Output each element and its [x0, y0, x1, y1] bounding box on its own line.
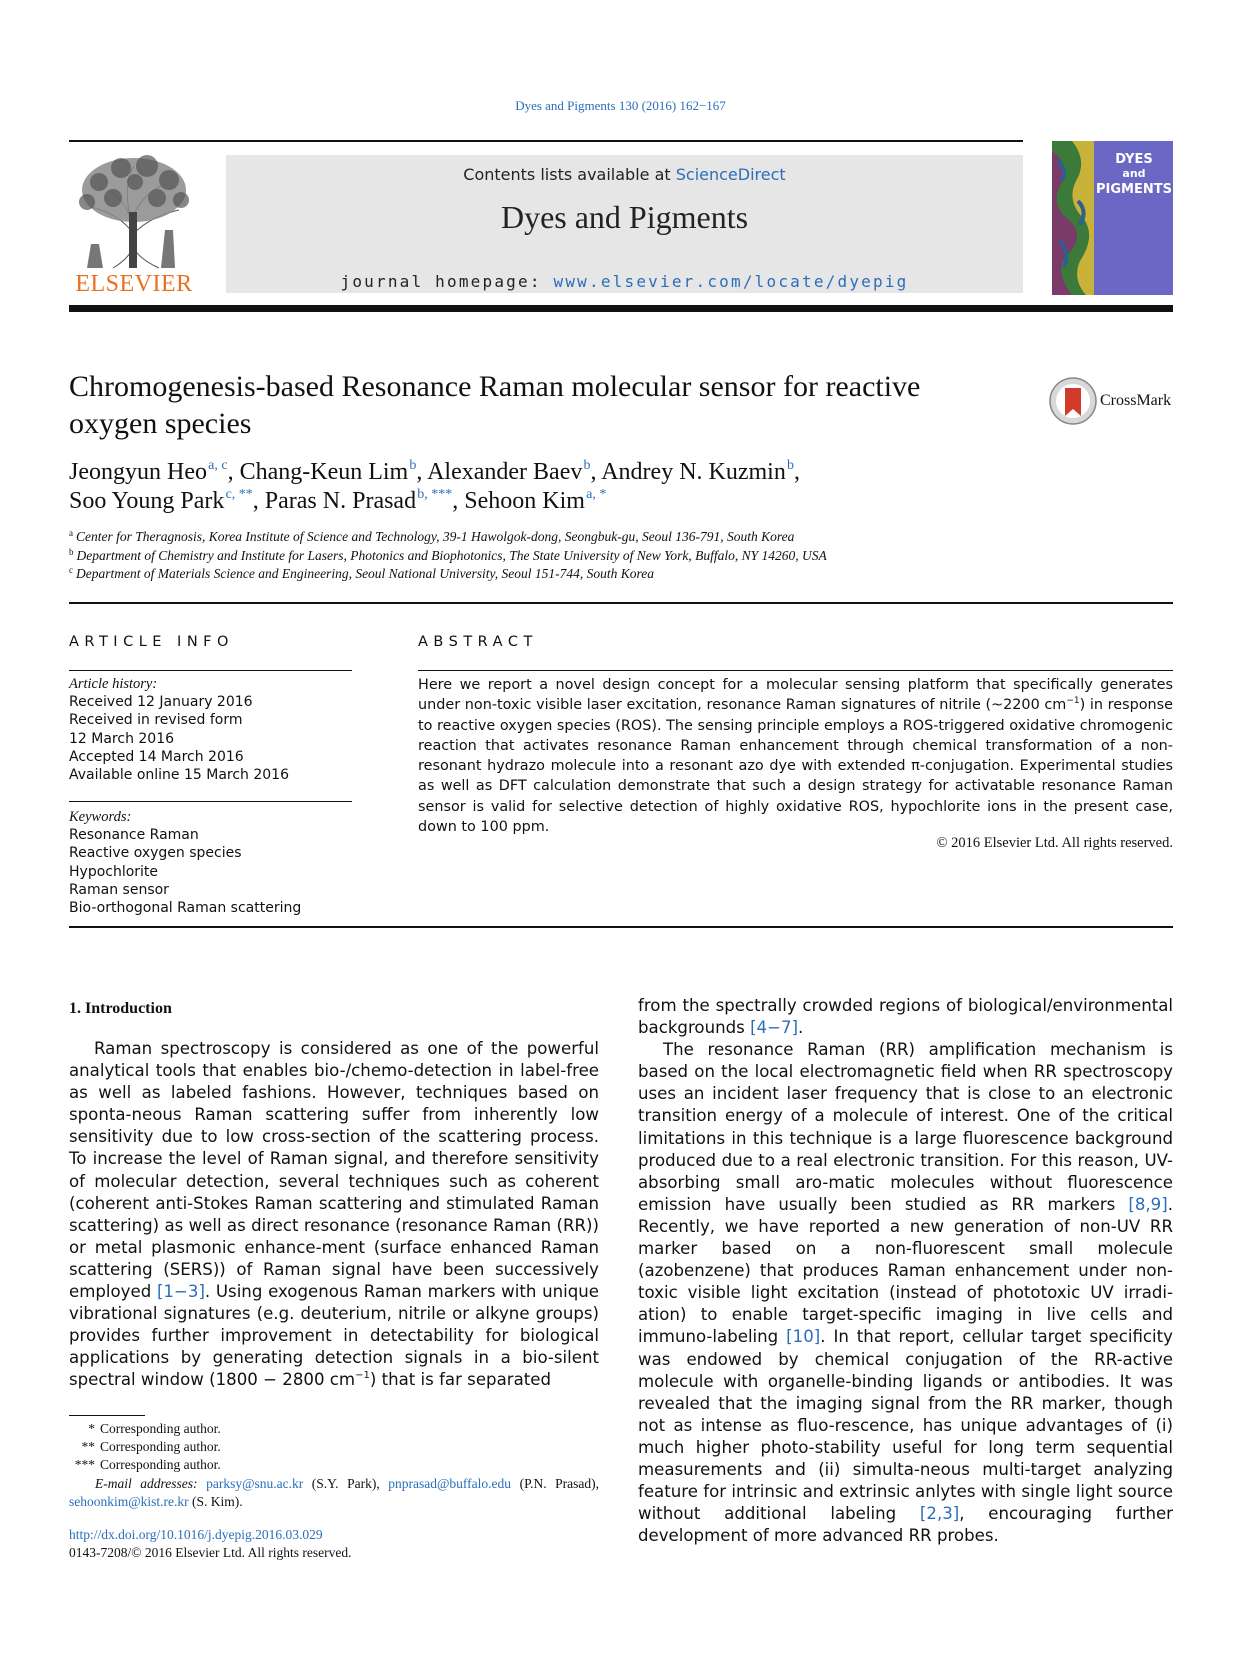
affil-mark-text[interactable]: a, c: [208, 458, 228, 473]
history-label: Article history:: [69, 676, 158, 692]
keywords-label: Keywords:: [69, 809, 132, 825]
header-bottom-rule: [69, 305, 1173, 312]
email-label: E-mail addresses:: [95, 1475, 207, 1491]
text-run: Raman spectroscopy is considered as one of the powerful analytical tools that enables bio-/chemo-detection in label-free as well as labeled fashions. However, techniques based on sponta-neous Raman scattering suffer from inherently low sensitivity due to low cross-section of the scattering process. To increase the level of Raman signal, and therefore sensitivity of molecular detection, several techniques such as coherent (coherent anti-Stokes Raman scattering and stimulated Raman scattering) as well as direct resonance (resonance Raman (RR)) or metal plasmonic enhance-ment (surface enhanced Raman scattering (SERS)) of Raman signal have been successively employed: [69, 1039, 599, 1302]
email-owner: (S.Y. Park),: [303, 1475, 389, 1491]
email-owner: (P.N. Prasad),: [511, 1475, 599, 1491]
text-run: , encouraging further development of more advanced RR probes.: [638, 1504, 1174, 1546]
abstract-copyright: © 2016 Elsevier Ltd. All rights reserved.: [936, 835, 1173, 851]
keywords-rule: [69, 801, 352, 802]
journal-banner: [226, 155, 1023, 293]
history-item: 12 March 2016: [69, 730, 175, 747]
footnote: [69, 1438, 599, 1456]
affil-mark-text[interactable]: b: [787, 458, 795, 473]
section-heading-introduction: 1. Introduction: [69, 1000, 172, 1017]
affil-mark-text[interactable]: c, **: [225, 487, 253, 502]
affil-mark-text[interactable]: b: [409, 458, 417, 473]
cover-title-1: DYES: [1115, 152, 1153, 167]
keyword: Bio-orthogonal Raman scattering: [69, 900, 302, 917]
author-name: Soo Young Park: [69, 488, 225, 514]
journal-homepage-line: [226, 272, 1023, 291]
affiliation-text: Department of Chemistry and Institute for Lasers, Photonics and Biophotonics, The State University of New York, Buffalo, NY 14260, USA: [76, 547, 827, 563]
keyword: Resonance Raman: [69, 827, 199, 844]
footnote-text: Corresponding author.: [100, 1457, 221, 1473]
footnote: [69, 1456, 599, 1474]
footnote-mark: *: [88, 1421, 95, 1436]
keyword: Reactive oxygen species: [69, 845, 242, 862]
sciencedirect-link[interactable]: ScienceDirect: [675, 165, 786, 184]
author-affil-mark[interactable]: [207, 458, 228, 473]
abstract-part: ) in response to reactive oxygen species (ROS). The sensing principle employs a ROS-triggered oxidative chromogenic reaction that activates resonance Raman enhancement through chemical transformation of a non-resonant hydrazo molecule into a resonant azo dye with extended π-conjugation. Experimental studies as well as DFT calculation demonstrate that such a design strategy for activatable resonance Raman sensor is valid for selective detection of highly oxidative ROS, hypochlorite ions in the present case, down to 100 ppm.: [418, 697, 1173, 836]
affiliation: [69, 547, 1169, 566]
paragraph: [638, 995, 1173, 1039]
footnotes: [69, 1420, 599, 1511]
affiliation-list: [69, 528, 1169, 584]
author-sep: ,: [794, 459, 801, 485]
journal-citation[interactable]: Dyes and Pigments 130 (2016) 162−167: [515, 98, 726, 113]
title-line-2: oxygen species: [69, 407, 252, 440]
history-item: Available online 15 March 2016: [69, 767, 289, 784]
email-owner: (S. Kim).: [188, 1493, 243, 1509]
issn-copyright: 0143-7208/© 2016 Elsevier Ltd. All rights reserved.: [69, 1545, 352, 1560]
text-run: . In that report, cellular target specificity was endowed by chemical conjugation of the RR-active molecule with organelle-binding ligands or antibodies. It was revealed that the imaging signal from the RR marker, though not as intense as fluo-rescence, has unique advantages of (i) much higher photo-stability useful for long term sequential measurements and (ii) simulta-neous multi-target analyzing feature for intrinsic and extrinsic anlytes with single light source without additional labeling: [638, 1327, 1173, 1524]
citation-link[interactable]: [8,9]: [1128, 1194, 1168, 1214]
footnote-mark: **: [81, 1439, 95, 1455]
email-link[interactable]: parksy@snu.ac.kr: [206, 1475, 304, 1491]
author-name: Jeongyun Heo: [69, 459, 207, 485]
author-line-1: [69, 458, 1169, 487]
cover-title-3: PIGMENTS: [1096, 182, 1172, 197]
affil-mark-text[interactable]: a, *: [586, 487, 607, 502]
crossmark-icon: [1048, 376, 1098, 426]
email-link[interactable]: sehoonkim@kist.re.kr: [69, 1493, 189, 1509]
abstract-part: Here we report a novel design concept for a molecular sensing platform that specifically generates under non-toxic visible laser excitation, resonance Raman signatures of nitrile (~2200 cm: [418, 677, 1173, 714]
author-name: Andrey N. Kuzmin: [601, 459, 786, 485]
contents-prefix: Contents lists available at: [463, 165, 676, 184]
contents-available-line: [226, 165, 1023, 184]
affil-mark-text[interactable]: b, ***: [417, 487, 453, 502]
text-run: ) that is far separated: [369, 1370, 551, 1390]
author-name: Alexander Baev: [427, 459, 583, 485]
author-name: Sehoon Kim: [464, 488, 585, 514]
keywords-list: [69, 808, 359, 917]
abstract-text: [418, 675, 1173, 837]
title-line-1: Chromogenesis-based Resonance Raman molecular sensor for reactive: [69, 370, 921, 403]
citation-link[interactable]: [2,3]: [919, 1504, 960, 1524]
affiliation: [69, 565, 1169, 584]
keyword: Hypochlorite: [69, 863, 159, 880]
keyword: Raman sensor: [69, 881, 169, 898]
footnote: [69, 1420, 599, 1438]
author-list: [69, 458, 1169, 516]
history-item: Received in revised form: [69, 712, 243, 729]
author-affil-mark[interactable]: [585, 487, 606, 502]
text-run: The resonance Raman (RR) amplification mechanism is based on the local electromagnetic field when RR spectroscopy uses an incident laser frequency that is close to an electronic transition energy of a molecule of interest. One of the critical limitations in this technique is a large fluorescence background produced due to a real electronic transition. For this reason, UV-absorbing small aro-matic molecules without fluorescence emission have usually been studied as RR markers: [638, 1040, 1173, 1214]
history-item: Accepted 14 March 2016: [69, 748, 244, 765]
email-addresses: [69, 1475, 599, 1511]
affiliation-mark: b: [69, 546, 74, 557]
author-affil-mark[interactable]: [786, 458, 794, 473]
title-divider: [69, 602, 1173, 604]
journal-cover-image: [1052, 141, 1173, 295]
affiliation-text: Center for Theragnosis, Korea Institute of Science and Technology, 39-1 Hawolgok-dong, Seongbuk-gu, Seoul 136-791, South Korea: [76, 529, 795, 544]
citation-link[interactable]: [1−3]: [156, 1282, 205, 1302]
abstract-rule: [418, 670, 1173, 671]
citation-link[interactable]: [4−7]: [750, 1018, 799, 1038]
author-sep: ,: [452, 488, 465, 514]
author-name: Chang-Keun Lim: [239, 459, 409, 485]
history-item: Received 12 January 2016: [69, 694, 253, 711]
article-history: [69, 675, 359, 784]
body-column-right: [638, 995, 1173, 1547]
affiliation-text: Department of Materials Science and Engineering, Seoul National University, Seoul 151-744, South Korea: [76, 566, 655, 581]
crossmark-label[interactable]: CrossMark: [1100, 392, 1172, 409]
author-sep: ,: [416, 459, 428, 485]
citation-link[interactable]: [10]: [786, 1327, 821, 1347]
doi-link[interactable]: http://dx.doi.org/10.1016/j.dyepig.2016.03.029: [69, 1527, 323, 1542]
author-line-2: [69, 487, 1169, 516]
header-top-rule: [69, 140, 1023, 142]
paragraph: [69, 1038, 599, 1392]
footnote-text: Corresponding author.: [100, 1439, 221, 1455]
text-run: . Using exogenous Raman markers with unique vibrational signatures (e.g. deuterium, nitrile or alkyne groups) provides further improvement in detectability for biological applications by generating detection signals in a bio-silent spectral window (1800 − 2800 cm: [69, 1282, 600, 1390]
article-title: [69, 368, 1029, 442]
author-sep: ,: [227, 459, 240, 485]
text-run: . Recently, we have reported a new generation of non-UV RR marker based on a non-fluorescent small molecule (azobenzene) that produces Raman enhancement under non-toxic visible light excitation (instead of phototoxic UV irradi-ation) to enable target-specific imaging in live cells and immuno-labeling: [638, 1194, 1173, 1347]
journal-name: Dyes and Pigments: [500, 199, 749, 235]
author-affil-mark[interactable]: [582, 458, 590, 473]
text-run: .: [798, 1018, 804, 1038]
superscript: −1: [355, 1370, 370, 1382]
journal-homepage-link[interactable]: www.elsevier.com/locate/dyepig: [553, 272, 909, 291]
paragraph: [638, 1039, 1173, 1547]
affiliation-mark: c: [69, 565, 73, 575]
author-affil-mark[interactable]: [416, 487, 452, 502]
affiliation: [69, 528, 1169, 547]
author-name: Paras N. Prasad: [264, 488, 417, 514]
author-sep: ,: [252, 488, 265, 514]
homepage-prefix: journal homepage:: [340, 272, 554, 291]
footnote-rule: [69, 1415, 145, 1416]
footnote-mark: ***: [74, 1457, 95, 1473]
abstract-heading: ABSTRACT: [418, 634, 538, 650]
elsevier-wordmark: ELSEVIER: [75, 271, 193, 297]
footnote-text: Corresponding author.: [100, 1421, 221, 1436]
affiliation-mark: a: [69, 528, 73, 538]
article-info-heading: ARTICLE INFO: [69, 634, 234, 650]
body-column-left: [69, 1038, 599, 1392]
affil-mark-text[interactable]: b: [583, 458, 591, 473]
author-sep: ,: [590, 459, 602, 485]
abstract-superscript: −1: [1066, 696, 1080, 707]
email-link[interactable]: pnprasad@buffalo.edu: [388, 1475, 512, 1491]
article-info-rule: [69, 670, 352, 671]
author-affil-mark[interactable]: [224, 487, 252, 502]
abstract-divider: [69, 926, 1173, 928]
cover-title-2: and: [1122, 167, 1146, 180]
text-run: from the spectrally crowded regions of biological/environmental backgrounds: [638, 996, 1173, 1038]
